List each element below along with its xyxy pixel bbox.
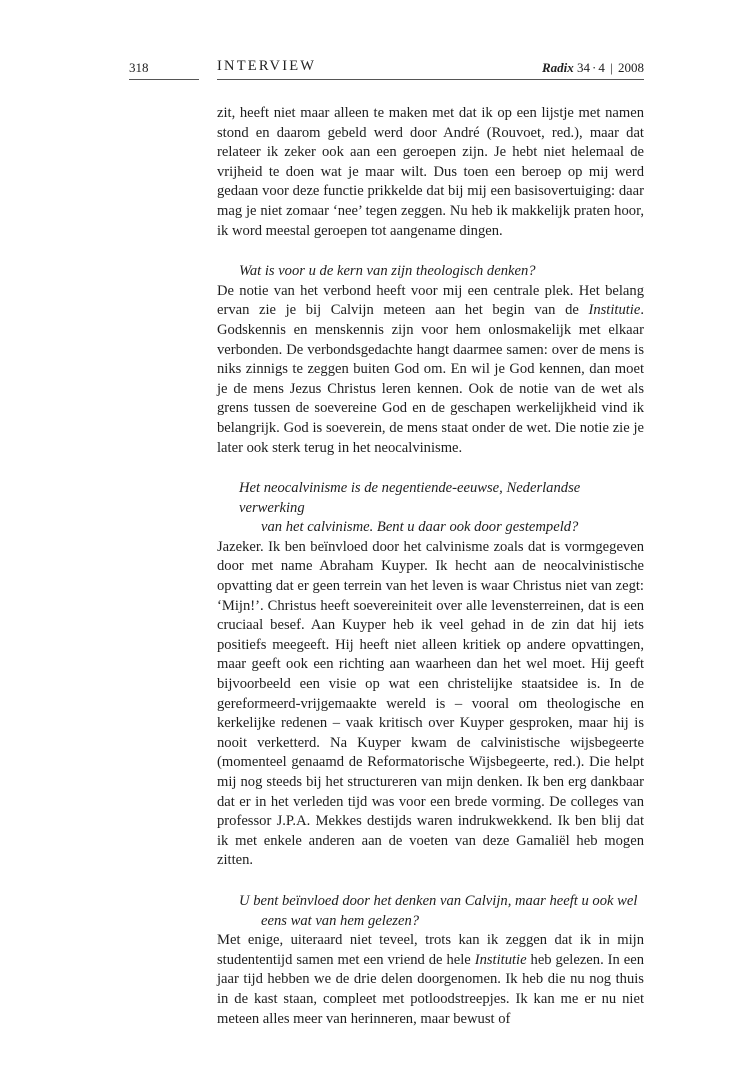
answer-1-text-a: De notie van het verbond heeft voor mij een centrale plek. Het belang ervan zie je bij Calvijn meteen aan het begin van de	[217, 282, 644, 319]
answer-1-title: Institutie	[588, 302, 641, 319]
answer-3-text-a: Met enige, uiteraard niet teveel, trots kan ik zeggen dat ik in mijn studententijd samen met een vriend de hele	[217, 932, 644, 968]
answer-1-text-b: . Godskennis en menskennis zijn voor hem onlosmakelijk met elkaar verbonden. De verbondsgedachte hangt daarmee samen: over de mens is niks zinnigs te zeggen buiten God om. En wil je God kennen, dan moet je de mens Jezus Christus leren kennen. Ook de notie van de wet als grens tussen de soevereine God en de geschapen werkelijkheid vind ik belangrijk. God is soeverein, de mens staat onder de wet. Die notie zie je later ook sterk terug in het neocalvinisme.	[217, 302, 644, 456]
question-3	[217, 892, 644, 931]
question-2	[217, 479, 644, 538]
separator-dot: ·	[592, 60, 597, 75]
journal-info	[542, 60, 644, 76]
header-rule-left	[129, 79, 199, 80]
question-2-line-1: Het neocalvinisme is de negentiende-eeuwse, Nederlandse verwerking	[239, 480, 581, 516]
journal-year: 2008	[618, 60, 644, 75]
answer-1	[217, 282, 644, 458]
separator-bar: |	[610, 60, 613, 75]
question-3-line-2: eens wat van hem gelezen?	[261, 912, 420, 929]
journal-volume: 34	[577, 60, 591, 75]
page-number: 318	[129, 60, 149, 75]
header-rule-main	[217, 79, 644, 80]
question-2-line-2: van het calvinisme. Bent u daar ook door gestempeld?	[261, 519, 579, 536]
answer-2: Jazeker. Ik ben beïnvloed door het calvinisme zoals dat is vormgegeven door met name Abraham Kuyper. Ik hecht aan de neocalvinistische opvatting dat er geen terrein van het leven is waar Christus niet van zegt: ‘Mijn!’. Christus heeft soevereiniteit over alle levensterreinen, dat is een cruciaal besef. Aan Kuyper heb ik veel gehad in de zin dat hij iets positiefs meegeeft. Hij heeft niet alleen kritiek op andere opvattingen, maar geeft ook een richting aan waarheen dan het wel moet. Hij geeft bijvoorbeeld een visie op wat een christelijke staatsidee is. In de gereformeerd-vrijgemaakte wereld is – vooral om theologische en kerkelijke redenen – vaak kritisch over Kuyper gesproken, maar hij is nooit verketterd. Na Kuyper kwam de calvinistische wijsbegeerte (momenteel genaamd de Reformatorische Wijsbegeerte, red.). Die helpt mij nog steeds bij het structureren van mijn denken. Ik ben erg dankbaar dat er in het verleden tijd was voor een brede vorming. De colleges van professor J.P.A. Mekkes destijds waren indrukwekkend. Ik ben blij dat ik met enkele anderen aan de voeten van deze Gamaliël heb mogen zitten.	[217, 538, 644, 869]
journal-name: Radix	[542, 60, 574, 75]
question-3-line-1: U bent beïnvloed door het denken van Calvijn, maar heeft u ook wel	[239, 892, 638, 909]
question-1: Wat is voor u de kern van zijn theologisch denken?	[239, 263, 536, 280]
section-title: INTERVIEW	[217, 58, 317, 74]
journal-issue: 4	[598, 60, 605, 75]
article-body	[217, 104, 644, 1029]
answer-3-title: Institutie	[474, 951, 527, 968]
answer-3-text-b: heb gelezen. In een jaar tijd hebben we de drie delen doorgenomen. Ik heb die nu nog thuis in de kast staan, compleet met potloodstreepjes. Ik kan me er nu niet meteen alles meer van herinneren, maar bewust of	[217, 951, 645, 1027]
answer-3	[217, 931, 644, 1029]
paragraph-continuation: zit, heeft niet maar alleen te maken met dat ik op een lijstje met namen stond en daarom gebeld werd door André (Rouvoet, red.), maar dat relateer ik zeker ook aan een geroepen zijn. Je hebt niet helemaal de vrijheid te doen wat je maar wilt. Dus toen een beroep op mij werd gedaan voor deze functie prikkelde dat bij mij een basisovertuiging: daar mag je niet zomaar ‘nee’ tegen zeggen. Nu heb ik makkelijk praten hoor, ik word meestal geroepen tot aangename dingen.	[217, 105, 644, 239]
